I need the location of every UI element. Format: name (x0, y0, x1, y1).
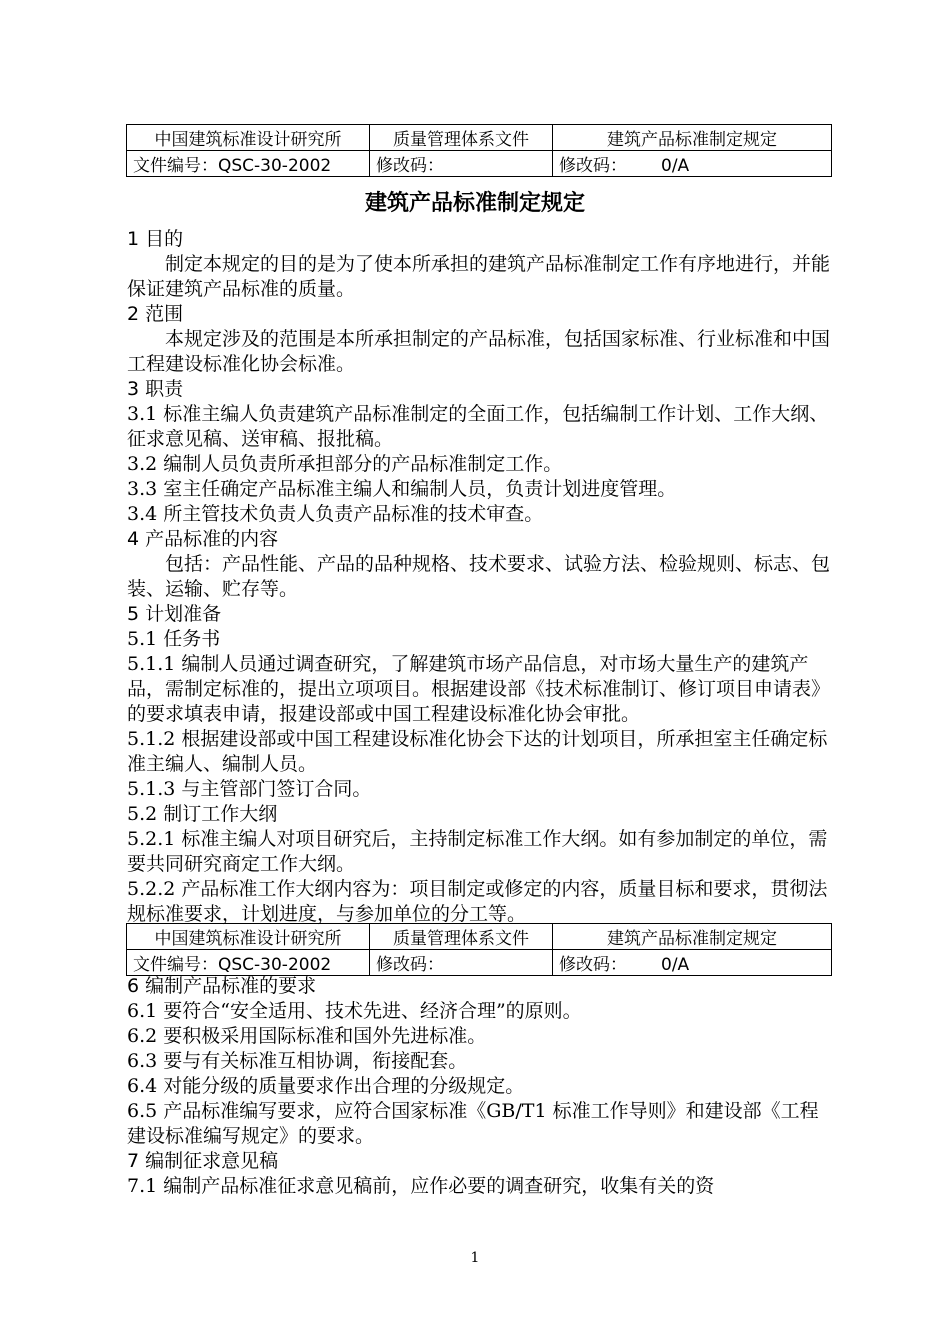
rev-label2: 修改码： (559, 955, 627, 975)
paragraph: 本规定涉及的范围是本所承担制定的产品标准，包括国家标准、行业标准和中国工程建设标准化协会标准。 (127, 328, 831, 375)
section-heading: 1 目的 (127, 228, 184, 250)
clause: 6.3 要与有关标准互相协调，衔接配套。 (127, 1050, 468, 1072)
section-heading: 3 职责 (127, 378, 184, 400)
rev-value: 0/A (661, 955, 690, 975)
page-number: 1 (470, 1250, 480, 1266)
doc-title-cell: 建筑产品标准制定规定 (553, 924, 832, 950)
clause: 5.1.3 与主管部门签订合同。 (127, 778, 372, 800)
clause: 5.1.1 编制人员通过调查研究，了解建筑市场产品信息，对市场大量生产的建筑产品，需制定标准的，提出立项项目。根据建设部《技术标准制订、修订项目申请表》的要求填表申请，报建设部或中国工程建设标准化协会审批。 (127, 653, 831, 725)
clause: 6.5 产品标准编写要求，应符合国家标准《GB/T1 标准工作导则》和建设部《工程建设标准编写规定》的要求。 (127, 1100, 819, 1147)
clause: 6.4 对能分级的质量要求作出合理的分级规定。 (127, 1075, 525, 1097)
section-heading: 2 范围 (127, 303, 184, 325)
body-text-part1 (127, 227, 837, 927)
section-heading: 6 编制产品标准的要求 (127, 975, 317, 997)
clause: 5.2.1 标准主编人对项目研究后，主持制定标准工作大纲。如有参加制定的单位，需要共同研究商定工作大纲。 (127, 828, 828, 875)
rev-value-cell (553, 950, 832, 976)
clause: 3.4 所主管技术负责人负责产品标准的技术审查。 (127, 503, 544, 525)
clause: 3.2 编制人员负责所承担部分的产品标准制定工作。 (127, 453, 563, 475)
section-heading: 4 产品标准的内容 (127, 528, 279, 550)
org-cell: 中国建筑标准设计研究所 (127, 924, 370, 950)
rev-label-cell: 修改码： (370, 151, 553, 177)
file-no-cell: 文件编号：QSC-30-2002 (127, 950, 370, 976)
clause: 5.1.2 根据建设部或中国工程建设标准化协会下达的计划项目，所承担室主任确定标准主编人、编制人员。 (127, 728, 828, 775)
header-table-repeat (126, 923, 832, 976)
clause: 3.1 标准主编人负责建筑产品标准制定的全面工作，包括编制工作计划、工作大纲、征求意见稿、送审稿、报批稿。 (127, 403, 829, 450)
body-text-part2 (127, 974, 837, 1199)
clause: 6.1 要符合“安全适用、技术先进、经济合理”的原则。 (127, 1000, 582, 1022)
clause: 5.1 任务书 (127, 628, 221, 650)
clause: 6.2 要积极采用国际标准和国外先进标准。 (127, 1025, 487, 1047)
rev-label-cell: 修改码： (370, 950, 553, 976)
clause: 5.2.2 产品标准工作大纲内容为：项目制定或修定的内容，质量目标和要求，贯彻法规标准要求，计划进度，与参加单位的分工等。 (127, 878, 828, 925)
clause: 5.2 制订工作大纲 (127, 803, 278, 825)
clause: 7.1 编制产品标准征求意见稿前，应作必要的调查研究，收集有关的资 (127, 1175, 715, 1197)
section-heading: 7 编制征求意见稿 (127, 1150, 279, 1172)
rev-label2: 修改码： (559, 156, 627, 176)
file-no-cell: 文件编号：QSC-30-2002 (127, 151, 370, 177)
system-cell: 质量管理体系文件 (370, 924, 553, 950)
rev-value-cell (553, 151, 832, 177)
clause: 3.3 室主任确定产品标准主编人和编制人员，负责计划进度管理。 (127, 478, 677, 500)
section-heading: 5 计划准备 (127, 603, 222, 625)
paragraph: 制定本规定的目的是为了使本所承担的建筑产品标准制定工作有序地进行，并能保证建筑产品标准的质量。 (127, 253, 831, 300)
system-cell: 质量管理体系文件 (370, 125, 553, 151)
header-table (126, 124, 832, 177)
org-cell: 中国建筑标准设计研究所 (127, 125, 370, 151)
page-title: 建筑产品标准制定规定 (364, 191, 585, 216)
doc-title-cell: 建筑产品标准制定规定 (553, 125, 832, 151)
rev-value: 0/A (661, 156, 690, 176)
paragraph: 包括：产品性能、产品的品种规格、技术要求、试验方法、检验规则、标志、包装、运输、贮存等。 (127, 553, 831, 600)
